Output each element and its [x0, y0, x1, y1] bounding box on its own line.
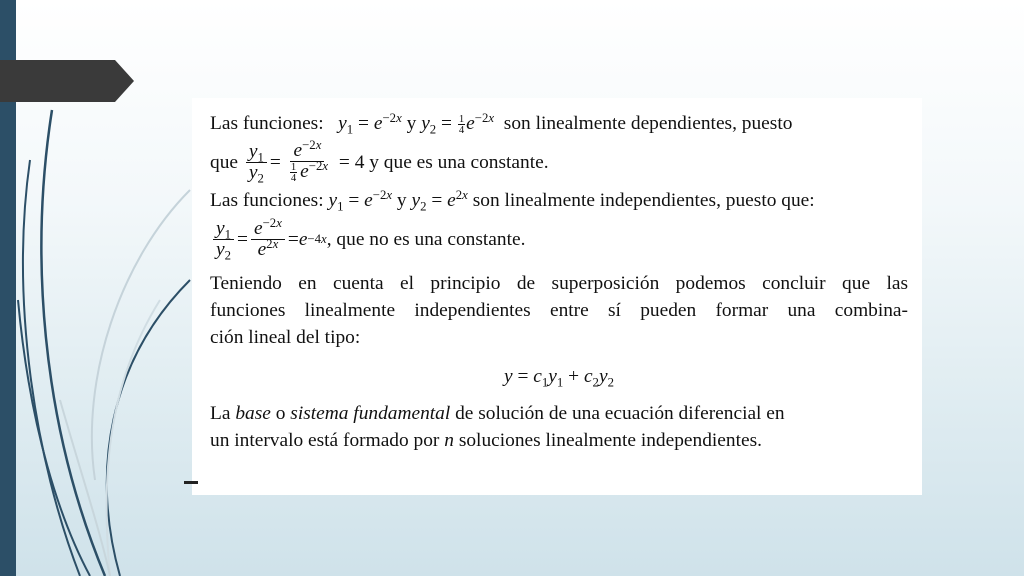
line-base-definition-1 — [210, 400, 908, 427]
text-linealmente-independientes: son linealmente independientes, puesto que: — [472, 190, 815, 211]
paragraph-line-2: funciones linealmente independientes entre sí pueden formar una combina- — [210, 300, 908, 321]
line-dependent-functions: Las funciones: $y_1 = e^{-2x}$ y $y_2$ = $\frac{1}{4}$ $e^{-2x}$ son linealmente dependientes, puesto — [210, 110, 793, 137]
text-linealmente-dependientes: son linealmente dependientes, puesto — [503, 113, 793, 134]
label-que: que — [210, 151, 238, 173]
paragraph-line-3: ción lineal del tipo: — [210, 327, 361, 348]
dash-mark — [184, 481, 198, 485]
text-n: n — [444, 430, 454, 451]
text-base: base — [235, 403, 271, 424]
text-no-es-constante: , que no es una constante. — [326, 228, 526, 250]
line-independent-functions: Las funciones: $y_1 = e^{-2x}$ y $y_2 = e^{2x}$ son linealmente independientes, puesto que: — [210, 187, 815, 214]
connector-y-1: y — [406, 113, 417, 134]
text-de-solucion: de solución de una ecuación diferencial en — [455, 403, 785, 424]
decorative-curves — [0, 0, 200, 576]
content-card — [192, 98, 922, 495]
label-las-funciones-1: Las funciones: — [210, 113, 324, 134]
math-text — [210, 110, 908, 454]
text-soluciones: soluciones linealmente independientes. — [458, 430, 762, 451]
text-es-constante: y que es una constante. — [369, 151, 549, 173]
linear-combination-equation: $y = c_1y_1 + c_2y_2$ — [504, 366, 614, 390]
text-la: La — [210, 403, 231, 424]
line-ratio-constant: que $\frac{y_1}{y_2}$ = $e^{-2x}$ $\frac{1}{4}$ $e^{-2x}$ = 4 y que es una constante. — [210, 137, 549, 185]
text-o: o — [275, 403, 286, 424]
line-base-definition-2 — [210, 427, 908, 454]
label-las-funciones-2: Las funciones: — [210, 190, 324, 211]
paragraph-superposicion — [210, 270, 908, 351]
paragraph-line-1: Teniendo en cuenta el principio de superposición podemos concluir que las — [210, 273, 908, 294]
connector-y-2: y — [396, 190, 407, 211]
value-four: = 4 — [338, 151, 365, 173]
text-intervalo: un intervalo está formado por — [210, 430, 440, 451]
text-sistema-fundamental: sistema fundamental — [290, 403, 451, 424]
line-ratio-not-constant: $\frac{y_1}{y_2}$ = $\frac{e^{-2x}}{e^{2x}}$ = e −4x , que no es una constante. — [210, 214, 908, 264]
